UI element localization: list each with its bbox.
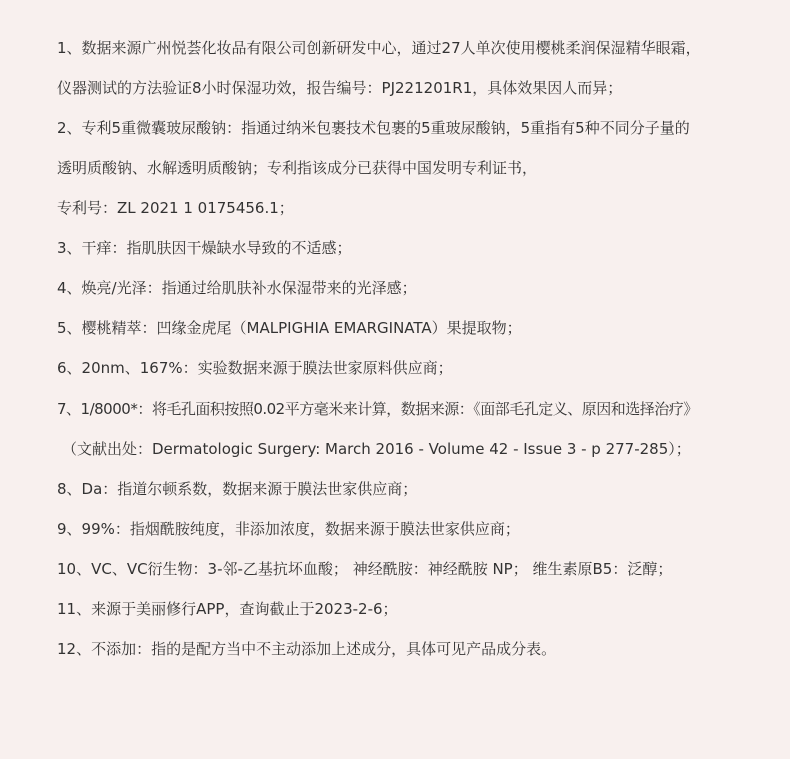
footnote-4: 4、焕亮/光泽：指通过给肌肤补水保湿带来的光泽感； (57, 279, 417, 297)
footnote-3: 3、干痒：指肌肤因干燥缺水导致的不适感； (57, 239, 352, 257)
footnote-1-line-1: 1、数据来源广州悦荟化妆品有限公司创新研发中心，通过27人单次使用樱桃柔润保湿精华眼霜， (57, 39, 701, 57)
footnote-7-line-1: 7、1/8000*：将毛孔面积按照0.02平方毫米来计算，数据来源：《面部毛孔定义、原因和选择治疗》 (57, 400, 698, 418)
footnote-6: 6、20nm、167%：实验数据来源于膜法世家原料供应商； (57, 359, 453, 377)
footnote-8: 8、Da：指道尔顿系数，数据来源于膜法世家供应商； (57, 480, 418, 498)
footnote-5: 5、樱桃精萃：凹缘金虎尾（MALPIGHIA EMARGINATA）果提取物； (57, 319, 522, 337)
footnote-2-line-3: 专利号：ZL 2021 1 0175456.1； (57, 199, 294, 217)
footnote-2-line-1: 2、专利5重微囊玻尿酸钠：指通过纳米包裹技术包裹的5重玻尿酸钠，5重指有5种不同分子量的 (57, 119, 690, 137)
footnote-11: 11、来源于美丽修行APP，查询截止于2023-2-6； (57, 600, 398, 618)
footnote-12: 12、不添加：指的是配方当中不主动添加上述成分，具体可见产品成分表。 (57, 640, 557, 658)
footnote-1-line-2: 仪器测试的方法验证8小时保湿功效，报告编号：PJ221201R1，具体效果因人而异； (57, 79, 623, 97)
footnote-7-line-2: （文献出处：Dermatologic Surgery: March 2016 - Volume 42 - Issue 3 - p 277-285）； (62, 440, 691, 458)
footnote-2-line-2: 透明质酸钠、水解透明质酸钠；专利指该成分已获得中国发明专利证书， (57, 159, 538, 177)
footnote-10: 10、VC、VC衍生物：3-邻-乙基抗坏血酸； 神经酰胺：神经酰胺 NP； 维生素原B5：泛醇； (57, 560, 673, 578)
footnote-9: 9、99%：指烟酰胺纯度，非添加浓度，数据来源于膜法世家供应商； (57, 520, 520, 538)
